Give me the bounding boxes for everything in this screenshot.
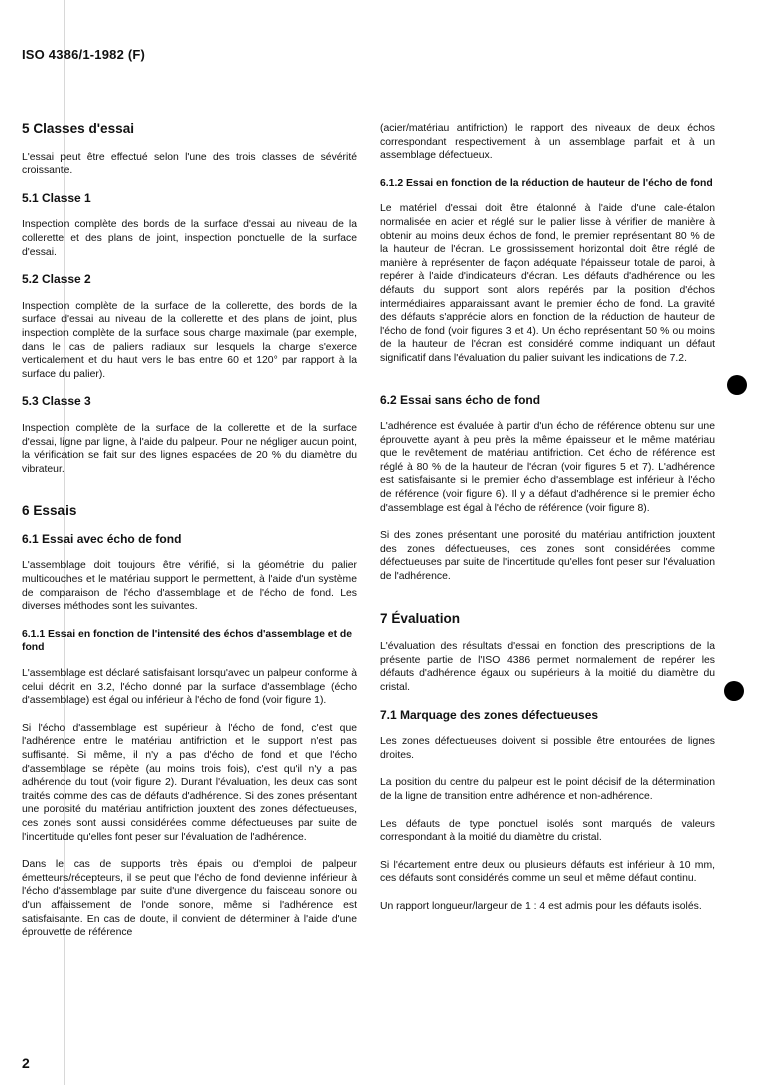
section-6-title: 6 Essais (22, 503, 77, 519)
section-5-3-text: Inspection complète de la surface de la collerette et de la surface d'essai, ligne par ligne, à l'aide du palpeur. Pour ne négliger aucun point, la vérification se fait sur des lignes espacées de 20 % du diamètre du vibrateur. (22, 422, 357, 475)
right-column (380, 122, 715, 928)
section-7-1-title: 7.1 Marquage des zones défectueuses (380, 707, 599, 722)
section-5-2-text: Inspection complète de la surface de la collerette, des bords de la surface d'essai au niveau de la collerette et des plans de joint, plus inspection complète de la surface sous charge maximale (par exemple, dans le cas de paliers radiaux sur lesquels la charge s'exerce verticalement et du haut vers le bas entre 60 et 120° par rapport à la surface du palier). (22, 300, 357, 380)
section-6-1-text: L'assemblage doit toujours être vérifié, si la géométrie du palier multicouches et le matériau support le permettent, à l'aide d'un système de comparaison de l'écho d'assemblage et de l'écho de fond. Les diverses méthodes sont les suivantes. (22, 560, 357, 613)
section-5-3-title: 5.3 Classe 3 (22, 394, 91, 409)
section-7-text: L'évaluation des résultats d'essai en fonction des prescriptions de la présente partie de l'ISO 4386 permet normalement de repérer les défauts d'adhérence égaux ou supérieurs à la moitié du diamètre du cristal. (380, 641, 715, 693)
section-7-title: 7 Évaluation (380, 610, 461, 626)
section-7-1-paragraph-2: La position du centre du palpeur est le point décisif de la détermination de la ligne de transition entre adhérence et non-adhérence. (380, 777, 715, 802)
section-7-1-paragraph-4: Si l'écartement entre deux ou plusieurs défauts est inférieur à 10 mm, ces défauts sont considérés comme un seul et même défaut continu. (380, 859, 715, 885)
section-5-title: 5 Classes d'essai (22, 121, 135, 136)
section-7-1-paragraph-5: Un rapport longueur/largeur de 1 : 4 est admis pour les défauts isolés. (380, 900, 702, 912)
section-7-1-paragraph-3: Les défauts de type ponctuel isolés sont marqués de valeurs correspondant à la moitié du diamètre du cristal. (380, 818, 715, 844)
document-reference: ISO 4386/1-1982 (F) (22, 47, 146, 62)
section-6-1-1-paragraph-1: L'assemblage est déclaré satisfaisant lorsqu'avec un palpeur conforme à celui décrit en 3.2, l'écho donné par la surface d'assemblage (écho d'assemblage) est égal ou inférieur à l'écho de fond (voir figure 1). (22, 668, 357, 707)
section-6-2-paragraph-2: Si des zones présentant une porosité du matériau antifriction jouxtent des zones défectueuses, ces zones sont considérées comme défectueuses par suite de l'incertitude qu'elles font peser sur l'évaluation de l'adhérence. (380, 530, 715, 583)
left-column (22, 122, 357, 954)
section-6-1-2-title: 6.1.2 Essai en fonction de la réduction de hauteur de l'écho de fond (380, 177, 713, 189)
section-6-2-title: 6.2 Essai sans écho de fond (380, 392, 541, 407)
page-number: 2 (22, 1055, 30, 1071)
section-6-1-title: 6.1 Essai avec écho de fond (22, 531, 182, 546)
change-marker-dot (724, 681, 744, 701)
section-5-1-title: 5.1 Classe 1 (22, 190, 91, 205)
section-7-1-paragraph-1: Les zones défectueuses doivent si possible être entourées de lignes droites. (380, 736, 715, 761)
section-5-2-title: 5.2 Classe 2 (22, 272, 91, 287)
section-6-1-2-text: Le matériel d'essai doit être étalonné à l'aide d'une cale-étalon normalisée en acier et réglé sur le palier lisse à vérifier de manière à obtenir au moins deux échos de fond, le premier représentant 80 % de la hauteur de l'écran. Le grossissement horizontal doit être réglé de manière à représenter de façon adéquate l'épaisseur totale de paroi, à repérer à l'aide d'indicateurs d'écran. Les défauts d'adhérence ou les défauts du support sont alors repérés par la position d'échos intermédiaires apparaissant avant le premier écho de fond. La gravité des défauts s'apprécie alors en fonction de la réduction de hauteur de l'écho de fond (voir figures 3 et 4). Un écho représentant 50 % ou moins de la hauteur de l'écran est considéré comme indiquant un défaut significatif dans l'évaluation du palier suivant les indications de 7.2. (380, 203, 715, 364)
section-6-1-1-title: 6.1.1 Essai en fonction de l'intensité des échos d'assemblage et de fond (22, 628, 353, 654)
continued-text: (acier/matériau antifriction) le rapport des niveaux de deux échos correspondant respectivement à un assemblage parfait et à un assemblage défectueux. (380, 123, 715, 162)
section-6-2-paragraph-1: L'adhérence est évaluée à partir d'un écho de référence obtenu sur une éprouvette ayant à peu près la même épaisseur et le même matériau que le revêtement de matériau antifriction. Cet écho de référence est réglé à 80 % de la hauteur de l'écran (voir figures 5 et 7). L'adhérence est satisfaisante si le premier écho d'assemblage est inférieur à l'écho de référence (voir figure 6). Il y a défaut d'adhérence si le premier écho d'assemblage est égal à l'écho de référence (voir figure 8). (380, 421, 715, 514)
section-6-1-1-paragraph-3: Dans le cas de supports très épais ou d'emploi de palpeur émetteurs/récepteurs, il se peut que l'écho de fond devienne inférieur à l'écho d'assemblage par suite d'une divergence du faisceau sonore ou d'un affaissement de l'onde sonore, même si l'adhérence est satisfaisante. En cas de doute, il convient de déterminer à l'aide d'une éprouvette de référence (22, 859, 357, 939)
section-5-text: L'essai peut être effectué selon l'une des trois classes de sévérité croissante. (22, 151, 357, 177)
section-5-1-text: Inspection complète des bords de la surface d'essai au niveau de la collerette et des plans de joint, inspection ponctuelle de la surface d'essai. (22, 219, 357, 258)
change-marker-dot (727, 375, 747, 395)
section-6-1-1-paragraph-2: Si l'écho d'assemblage est supérieur à l'écho de fond, c'est que l'adhérence entre le matériau antifriction et le support n'est pas suffisante. Si même, il n'y a pas d'écho de fond et que l'écho d'assemblage se répète (au moins trois fois), c'est qu'il n'y a pas adhérence du tout (voir figure 2). Durant l'évaluation, les deux cas sont traités comme des cas de défauts d'adhérence. Si des zones présentant une porosité du matériau antifriction jouxtent des zones défectueuses, ces zones sont aussi considérées comme défectueuses par suite de l'incertitude qu'elles font peser sur l'évaluation de l'adhérence. (22, 722, 357, 843)
